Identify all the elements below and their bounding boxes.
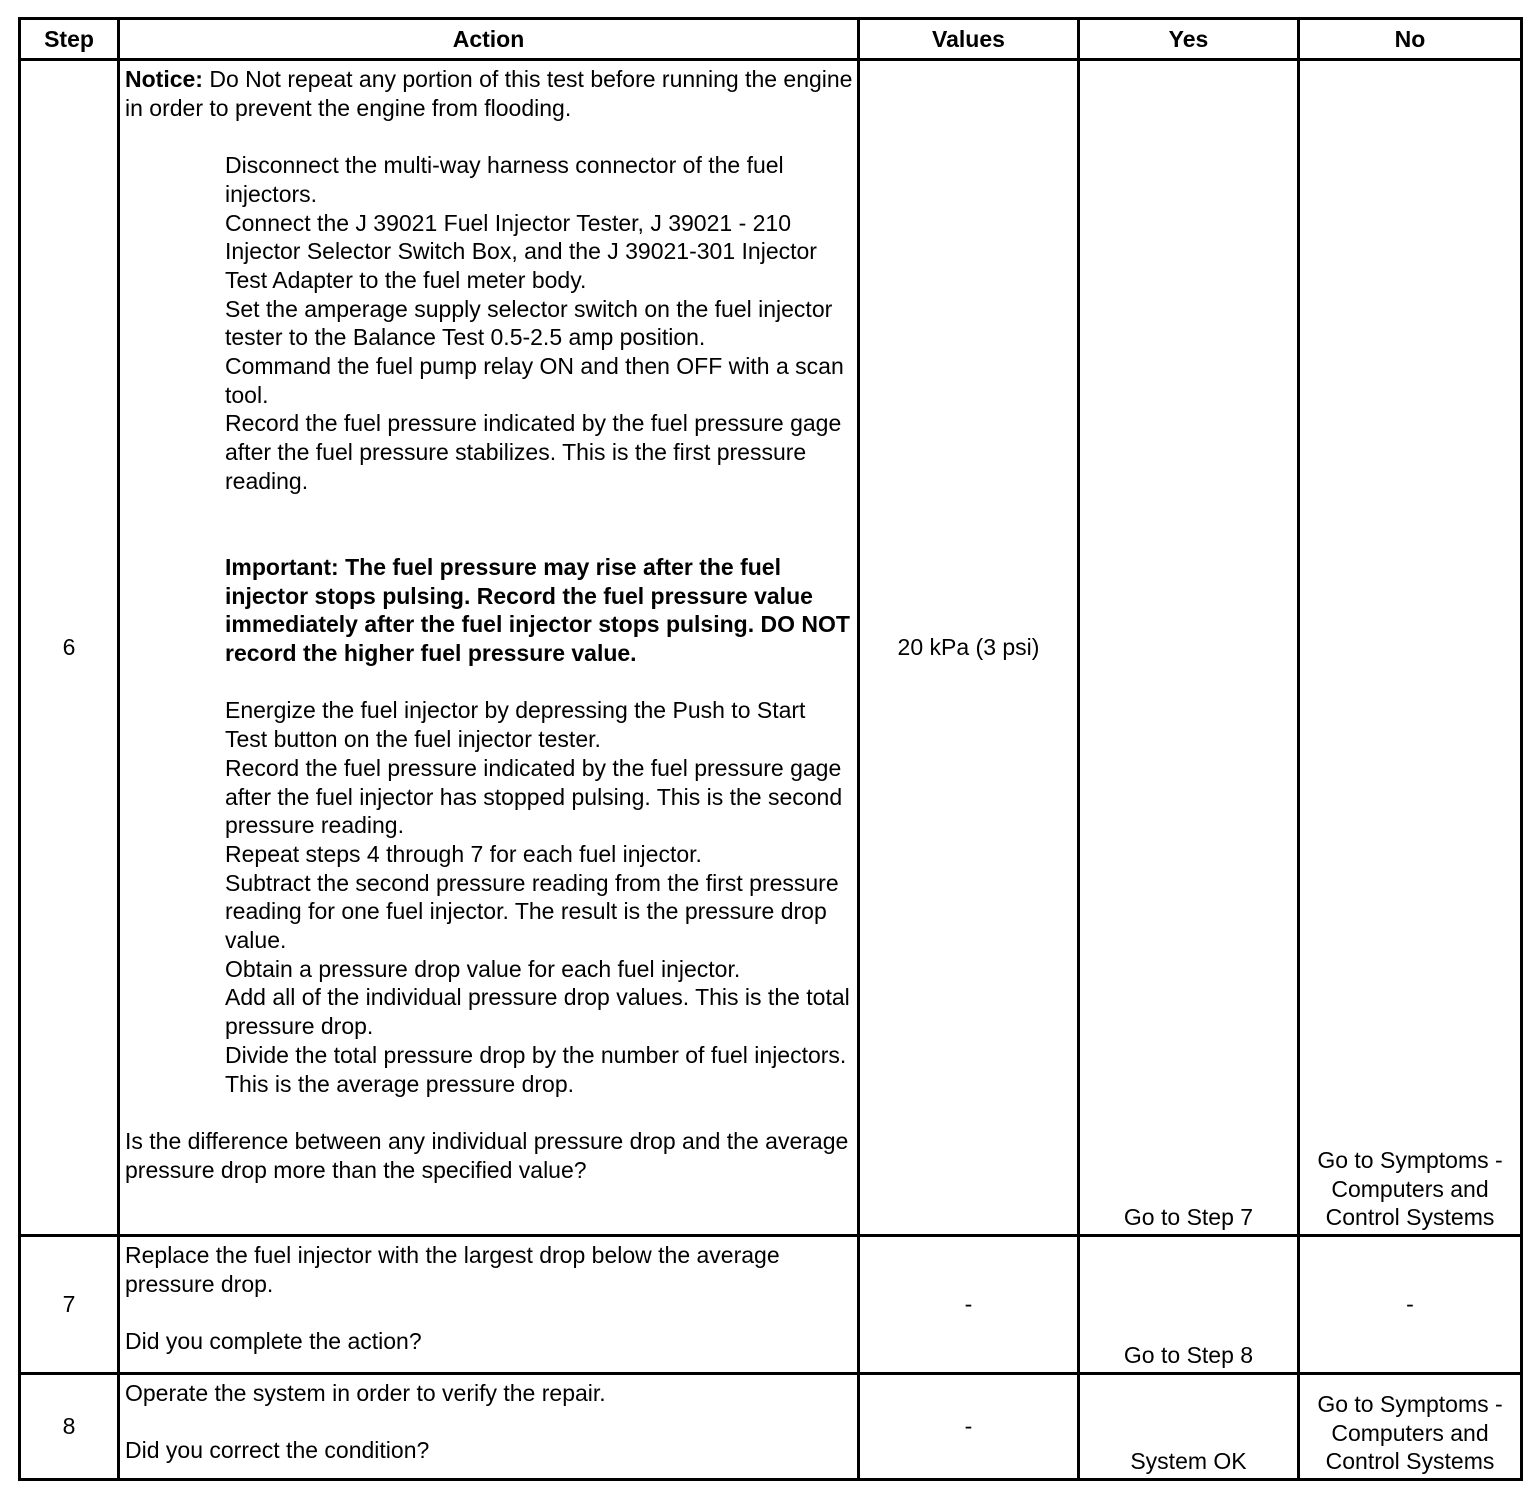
procedure-step: Energize the fuel injector by depressing the Push to Start Test button on the fuel injector tester. — [225, 697, 806, 753]
yes-link[interactable]: Go to Step 8 — [1079, 1236, 1299, 1374]
notice-text: Do Not repeat any portion of this test before running the engine in order to prevent the engine from flooding. — [125, 66, 853, 121]
action-cell — [119, 1374, 859, 1480]
procedure-step: Repeat steps 4 through 7 for each fuel injector. — [225, 840, 702, 867]
no-link[interactable]: Go to Symptoms - Computers and Control Systems — [1299, 60, 1522, 1236]
table-row-step-6 — [20, 60, 1522, 1236]
procedure-step: Record the fuel pressure indicated by the fuel pressure gage after the fuel injector has stopped pulsing. This is the second pressure reading. — [225, 754, 843, 839]
procedure-step: Obtain a pressure drop value for each fuel injector. — [225, 955, 741, 982]
step-number: 7 — [20, 1236, 119, 1374]
diagnostic-table — [18, 17, 1523, 1481]
header-yes: Yes — [1079, 19, 1299, 60]
header-no: No — [1299, 19, 1522, 60]
yes-link[interactable]: System OK — [1079, 1374, 1299, 1480]
value-cell: - — [859, 1374, 1079, 1480]
procedure-step: Set the amperage supply selector switch on the fuel injector tester to the Balance Test 0.5-2.5 amp position. — [225, 295, 833, 351]
notice-label: Notice: — [125, 66, 203, 92]
procedure-step: Connect the J 39021 Fuel Injector Tester, J 39021 - 210 Injector Selector Switch Box, and the J 39021-301 Injector Test Adapter to the fuel meter body. — [225, 209, 817, 293]
step-number: 6 — [20, 60, 119, 1236]
question-text: Did you correct the condition? — [125, 1437, 430, 1464]
question-text: Is the difference between any individual pressure drop and the average pressure drop more than the specified value? — [125, 1127, 849, 1183]
table-row-step-8 — [20, 1374, 1522, 1480]
procedure-steps-a — [125, 151, 853, 1098]
header-step: Step — [20, 19, 119, 60]
value-cell: - — [859, 1236, 1079, 1374]
header-row — [20, 19, 1522, 60]
step-number: 8 — [20, 1374, 119, 1480]
no-link[interactable]: Go to Symptoms - Computers and Control Systems — [1299, 1374, 1522, 1480]
procedure-step: Add all of the individual pressure drop values. This is the total pressure drop. — [225, 984, 850, 1040]
yes-link[interactable]: Go to Step 7 — [1079, 60, 1299, 1236]
no-value: - — [1299, 1236, 1522, 1374]
action-cell — [119, 60, 859, 1236]
notice-paragraph — [125, 65, 853, 122]
procedure-step: Command the fuel pump relay ON and then OFF with a scan tool. — [225, 353, 844, 408]
value-cell: 20 kPa (3 psi) — [859, 60, 1079, 1236]
action-text: Operate the system in order to verify the repair. — [125, 1380, 606, 1406]
table-row-step-7 — [20, 1236, 1522, 1374]
procedure-step: Disconnect the multi-way harness connector of the fuel injectors. — [225, 152, 784, 207]
procedure-step: Divide the total pressure drop by the number of fuel injectors. This is the average pressure drop. — [225, 1041, 847, 1097]
procedure-step: Subtract the second pressure reading from the first pressure reading for one fuel injector. The result is the pressure drop value. — [225, 869, 839, 954]
procedure-step: Record the fuel pressure indicated by the fuel pressure gage after the fuel pressure stabilizes. This is the first pressure reading. — [225, 410, 842, 494]
header-values: Values — [859, 19, 1079, 60]
header-action: Action — [119, 19, 859, 60]
action-cell — [119, 1236, 859, 1374]
question-text: Did you complete the action? — [125, 1328, 422, 1355]
action-text: Replace the fuel injector with the largest drop below the average pressure drop. — [125, 1242, 780, 1297]
important-note: Important: The fuel pressure may rise after the fuel injector stops pulsing. Record the fuel pressure value immediately after the fuel injector stops pulsing. DO NOT record the higher fuel pressure value. — [225, 553, 850, 667]
